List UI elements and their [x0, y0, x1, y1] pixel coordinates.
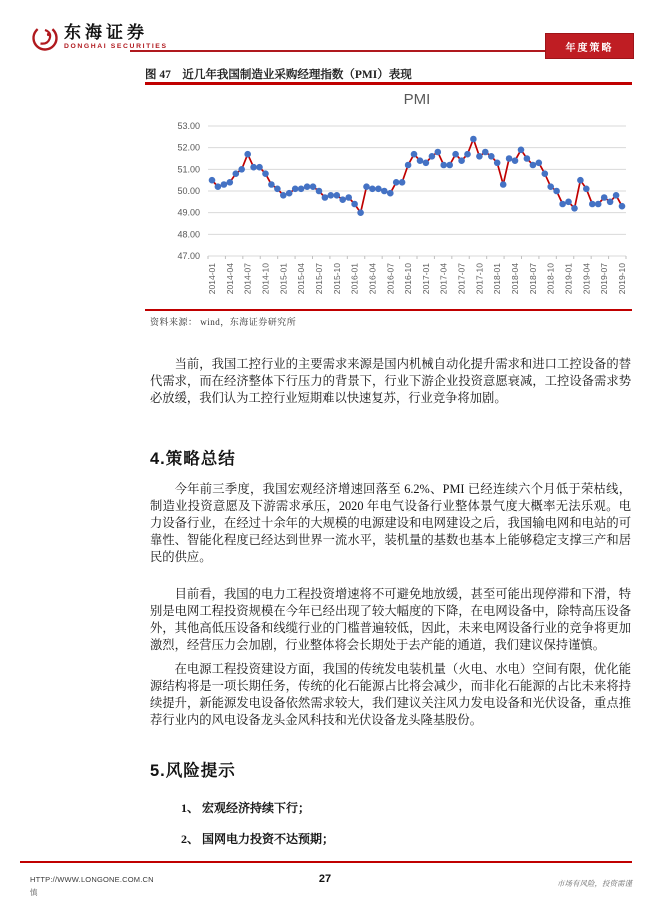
svg-text:2015-07: 2015-07 — [313, 263, 324, 295]
svg-text:2015-10: 2015-10 — [331, 263, 342, 295]
brand-name-en: DONGHAI SECURITIES — [64, 43, 168, 50]
section-heading-strategy-summary: 4.策略总结 — [150, 450, 236, 468]
report-type-badge-label: 年度策略 — [565, 42, 614, 54]
pmi-line-chart — [150, 87, 632, 309]
svg-text:2018-07: 2018-07 — [527, 263, 538, 295]
svg-text:2019-01: 2019-01 — [563, 263, 574, 295]
paragraph-macro-outlook: 今年前三季度，我国宏观经济增速回落至 6.2%、PMI 已经连续六个月低于荣枯线，制造业投资意愿及下游需求承压，2020 年电气设备行业整体景气度大概率无法乐观。电力设备行业，在经过十余年的大规模的电源建设和电网建设之后，我国输电网和电站的可靠性、智能化程度已经达到世界一流水平，装机量的基数也基本上能够稳定支撑三产和居民的供应。 — [150, 482, 631, 564]
svg-text:PMI: PMI — [403, 91, 431, 108]
svg-text:49.00: 49.00 — [177, 207, 200, 218]
svg-text:2018-01: 2018-01 — [492, 263, 503, 295]
svg-text:51.00: 51.00 — [177, 164, 200, 175]
report-type-badge — [545, 33, 634, 59]
svg-text:2015-04: 2015-04 — [296, 263, 307, 295]
svg-text:48.00: 48.00 — [177, 229, 200, 240]
svg-text:2018-04: 2018-04 — [510, 263, 521, 295]
risk-item-2: 2、 国网电力投资不达预期； — [181, 832, 335, 846]
footer-disclaimer-wrap: 慎 — [30, 888, 38, 897]
source-note: 资料来源： wind，东海证券研究所 — [150, 317, 297, 327]
svg-text:2016-10: 2016-10 — [403, 263, 414, 295]
figure-caption: 图 47 近几年我国制造业采购经理指数（PMI）表现 — [145, 69, 412, 81]
svg-text:2019-04: 2019-04 — [581, 263, 592, 295]
paragraph-power-generation: 在电源工程投资建设方面，我国的传统发电装机量（火电、水电）空间有限，优化能源结构将是一项长期任务，传统的化石能源占比将会减少，而非化石能源的占比未来将持续提升，新能源发电设备依然需求较大，我们建议关注风力发电设备和光伏设备，重点推荐行业内的风电设备龙头金风科技和光伏设备龙头隆基股份。 — [150, 662, 631, 727]
svg-text:50.00: 50.00 — [177, 186, 200, 196]
svg-text:2018-10: 2018-10 — [545, 263, 556, 295]
svg-text:2014-10: 2014-10 — [260, 263, 271, 295]
footer-disclaimer: 市场有风险，投资需谨 — [557, 879, 632, 888]
paragraph-grid-investment: 目前看，我国的电力工程投资增速将不可避免地放缓，甚至可能出现停滞和下滑，特别是电网工程投资规模在今年已经出现了较大幅度的下降，在电网设备中，除特高压设备外，其他高低压设备和线缆行业的门槛普遍较低，因此，未来电网设备行业的竞争将更加激烈，经营压力会加剧，行业整体将会长期处于去产能的通道，我们建议保持谨慎。 — [150, 587, 631, 652]
brand-block — [64, 24, 168, 51]
section-heading-risk-notice: 5.风险提示 — [150, 762, 236, 780]
svg-text:2016-04: 2016-04 — [367, 263, 378, 295]
svg-text:52.00: 52.00 — [177, 142, 200, 153]
svg-text:2017-01: 2017-01 — [420, 263, 431, 295]
footer-rule — [20, 861, 632, 863]
svg-text:2017-10: 2017-10 — [474, 263, 485, 295]
svg-text:2014-07: 2014-07 — [242, 263, 253, 295]
svg-text:2015-01: 2015-01 — [278, 263, 289, 295]
figure-caption-rule — [145, 82, 632, 85]
svg-text:2019-07: 2019-07 — [599, 263, 610, 295]
header-rule — [130, 50, 545, 52]
brand-name-cn: 东海证券 — [64, 23, 148, 42]
source-rule — [145, 309, 632, 311]
svg-text:2014-01: 2014-01 — [207, 263, 217, 295]
svg-text:53.00: 53.00 — [177, 121, 200, 131]
footer-url: HTTP://WWW.LONGONE.COM.CN — [30, 875, 154, 884]
svg-text:2016-01: 2016-01 — [349, 263, 360, 295]
donghai-logo-icon — [30, 22, 60, 54]
svg-text:2017-04: 2017-04 — [438, 263, 449, 295]
svg-text:2016-07: 2016-07 — [385, 263, 396, 295]
svg-text:47.00: 47.00 — [177, 251, 200, 261]
svg-text:2019-10: 2019-10 — [617, 263, 627, 295]
page-number: 27 — [318, 873, 332, 885]
risk-item-1: 1、 宏观经济持续下行； — [181, 801, 311, 815]
paragraph-industry-demand: 当前，我国工控行业的主要需求来源是国内机械自动化提升需求和进口工控设备的替代需求，而在经济整体下行压力的背景下，行业下游企业投资意愿衰减，工控设备需求势必放缓，我们认为工控行业短期难以快速复苏，行业竞争将加剧。 — [150, 357, 631, 405]
svg-text:2017-07: 2017-07 — [456, 263, 467, 295]
svg-text:2014-04: 2014-04 — [224, 263, 235, 295]
